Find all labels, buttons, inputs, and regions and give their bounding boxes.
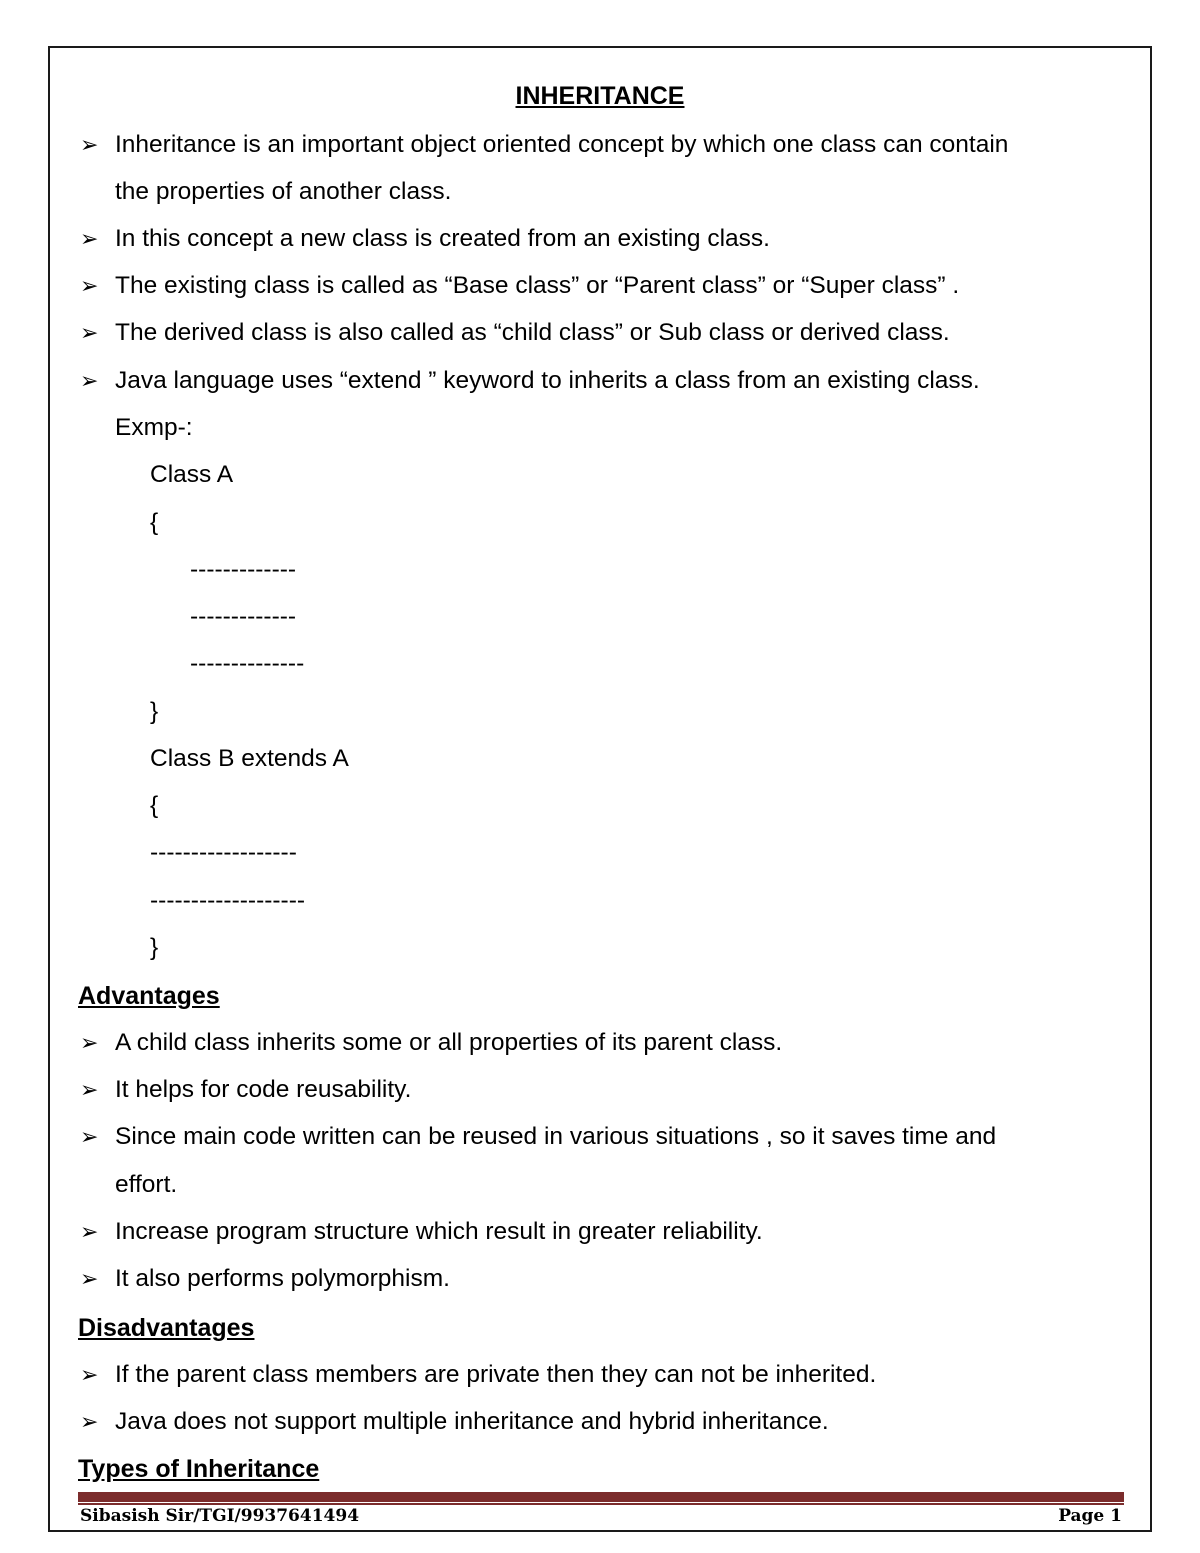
bullet-arrow-icon: ➢ [80,273,99,298]
page-title: INHERITANCE [515,82,685,110]
bullet-arrow-icon: ➢ [80,1266,99,1291]
advantage-item: Increase program structure which result in greater reliability. [115,1218,763,1245]
intro-line: The derived class is also called as “child class” or Sub class or derived class. [115,319,950,346]
intro-line: the properties of another class. [115,178,452,205]
code-line: Class B extends A [150,745,349,772]
code-line: { [150,509,159,536]
code-line: ------------- [190,603,297,630]
advantage-item: It helps for code reusability. [115,1076,412,1103]
code-line: ------------------- [150,887,306,914]
intro-line: The existing class is called as “Base class” or “Parent class” or “Super class” . [115,272,960,299]
page-border [48,46,1152,1532]
advantages-heading: Advantages [78,982,220,1010]
bullet-arrow-icon: ➢ [80,1030,99,1055]
example-label: Exmp-: [115,414,193,441]
code-line: -------------- [190,650,305,677]
intro-line: In this concept a new class is created from an existing class. [115,225,770,252]
disadvantage-item: Java does not support multiple inheritance and hybrid inheritance. [115,1408,829,1435]
code-line: Class A [150,461,234,488]
disadvantage-item: If the parent class members are private then they can not be inherited. [115,1361,877,1388]
footer-author: Sibasish Sir/TGI/9937641494 [80,1506,360,1526]
bullet-arrow-icon: ➢ [80,1409,99,1434]
bullet-arrow-icon: ➢ [80,226,99,251]
advantage-item: A child class inherits some or all properties of its parent class. [115,1029,783,1056]
bullet-arrow-icon: ➢ [80,1077,99,1102]
code-line: } [150,698,159,725]
disadvantages-heading: Disadvantages [78,1314,255,1342]
bullet-arrow-icon: ➢ [80,368,99,393]
intro-line: Inheritance is an important object oriented concept by which one class can contain [115,131,1009,158]
bullet-arrow-icon: ➢ [80,1362,99,1387]
code-line: } [150,934,159,961]
bullet-arrow-icon: ➢ [80,320,99,345]
bullet-arrow-icon: ➢ [80,132,99,157]
advantage-item: It also performs polymorphism. [115,1265,450,1292]
page-number: Page 1 [1058,1506,1122,1526]
footer-rule [78,1492,1124,1502]
intro-line: Java language uses “extend ” keyword to inherits a class from an existing class. [115,367,980,394]
code-line: { [150,792,159,819]
advantage-item: effort. [115,1171,178,1198]
advantage-item: Since main code written can be reused in various situations , so it saves time and [115,1123,997,1150]
code-line: ------------------ [150,839,297,866]
bullet-arrow-icon: ➢ [80,1124,99,1149]
code-line: ------------- [190,556,297,583]
types-heading: Types of Inheritance [78,1455,320,1483]
bullet-arrow-icon: ➢ [80,1219,99,1244]
